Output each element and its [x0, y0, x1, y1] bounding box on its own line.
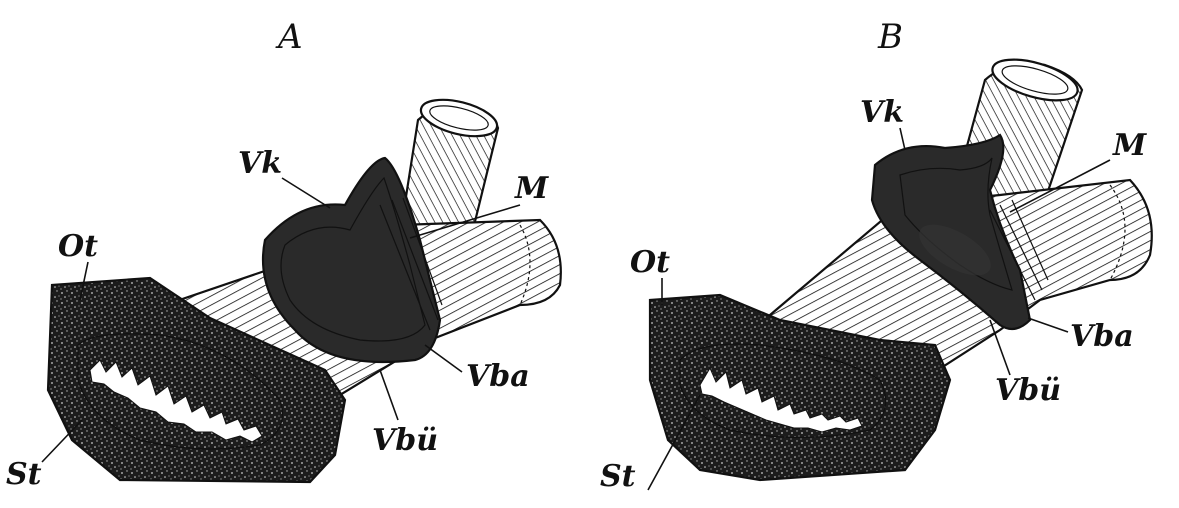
- panel-a-vba-leader: [425, 345, 462, 372]
- panel-b-label-vbu: Vbü: [995, 373, 1062, 408]
- panel-a-label-st: St: [6, 457, 42, 492]
- panel-b-label-vk: Vk: [860, 95, 905, 130]
- panel-b-title: B: [878, 17, 903, 57]
- panel-a-vbu-leader: [380, 370, 398, 420]
- panel-b-label-st: St: [600, 459, 636, 494]
- panel-b: [600, 17, 1152, 494]
- panel-a-vk-leader: [282, 178, 330, 208]
- panel-a-label-vbu: Vbü: [372, 423, 439, 458]
- panel-a-label-m: M: [515, 171, 549, 206]
- panel-a-label-vk: Vk: [238, 146, 283, 181]
- panel-b-label-ot: Ot: [630, 245, 670, 280]
- panel-b-vk-leader: [900, 128, 905, 150]
- panel-a: [6, 17, 561, 492]
- panel-b-vba-leader: [1028, 318, 1068, 332]
- panel-a-label-vba: Vba: [466, 359, 530, 394]
- panel-a-title: A: [278, 17, 303, 57]
- panel-b-label-vba: Vba: [1070, 319, 1134, 354]
- panel-a-label-ot: Ot: [58, 229, 98, 264]
- panel-b-label-m: M: [1113, 128, 1147, 163]
